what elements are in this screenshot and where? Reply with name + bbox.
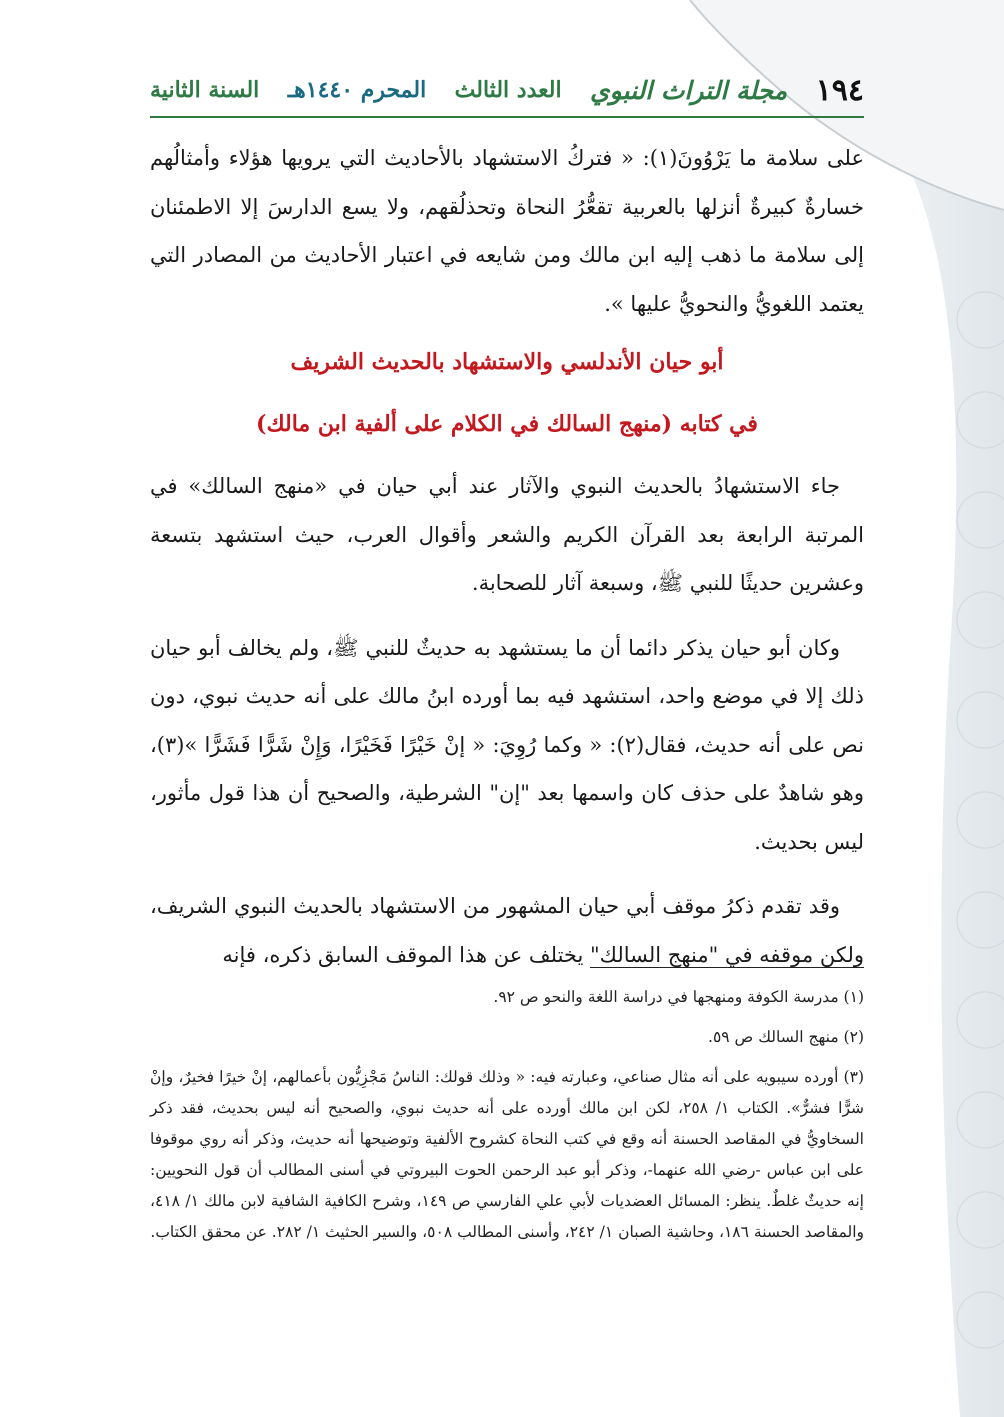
footnote-3: (٣) أورده سيبويه على أنه مثال صناعي، وعبارته فيه: « وذلك قولك: الناسُ مَجْزِيُّون بأعمالهم، إنْ خيرًا فخيرٌ، وإنْ شرًّا فشرٌّ». الكتاب ١/ ٢٥٨، لكن ابن مالك أورده على أنه حديث نبوي، والصحيح أنه ليس بحديث، فقد ذكر السخاويُّ في المقاصد الحسنة أنه وقع في كتب النحاة كشروح الألفية وتوضيحها أنه حديث، وذكر أنه روي موقوفا على ابن عباس -رضي الله عنهما-، وذكر أبو عبد الرحمن الحوت البيروتي في أسنى المطالب أن قول النحويين: إنه حديثٌ غلطٌ. ينظر: المسائل العضديات لأبي علي الفارسي ص ١٤٩، وشرح الكافية الشافية لابن مالك ١/ ٤١٨، والمقاصد الحسنة ١٨٦، وحاشية الصبان ١/ ٢٤٢، وأسنى المطالب ٥٠٨، والسير الحثيث ١/ ٢٨٢. عن محقق الكتاب.	[150, 1068, 864, 1241]
issue-label: العدد الثالث	[454, 77, 562, 103]
paragraph-2: جاء الاستشهادُ بالحديث النبوي والآثار عند أبي حيان في «منهج السالك» في المرتبة الرابعة بعد القرآن الكريم والشعر وأقوال العرب، حيث استشهد بتسعة وعشرين حديثًا للنبي ﷺ، وسبعة آثار للصحابة.	[150, 474, 864, 595]
section-heading: أبو حيان الأندلسي والاستشهاد بالحديث الشريف	[290, 349, 724, 375]
year-label: السنة الثانية	[150, 77, 260, 103]
page-number: ١٩٤	[815, 72, 864, 108]
header-rule	[150, 116, 864, 118]
section-subheading: في كتابه (منهج السالك في الكلام على ألفية ابن مالك)	[256, 411, 758, 437]
body-text	[150, 134, 864, 979]
journal-title: مجلة التراث النبوي	[590, 75, 788, 105]
running-header	[150, 62, 864, 118]
paragraph-4: وقد تقدم ذكرُ موقف أبي حيان المشهور من الاستشهاد بالحديث النبوي الشريف، ولكن موقفه في "منهج السالك" يختلف عن هذا الموقف السابق ذكره، فإنه	[150, 894, 864, 967]
footnote-separator	[590, 967, 864, 968]
paragraph-1: على سلامة ما يَرْوُونَ(١): « فتركُ الاستشهاد بالأحاديث التي يرويها هؤلاء وأمثالُهم خسارةٌ كبيرةٌ أنزلها بالعربية تقعُّرُ النحاة وتحذلُقهم، ولا يسع الدارسَ إلا الاطمئنان إلى سلامة ما ذهب إليه ابن مالك ومن شايعه في اعتبار الأحاديث من المصادر التي يعتمد اللغويُّ والنحويُّ عليها ».	[150, 146, 864, 316]
footnote-2: (٢) منهج السالك ص ٥٩.	[708, 1028, 864, 1046]
paragraph-3: وكان أبو حيان يذكر دائما أن ما يستشهد به حديثٌ للنبي ﷺ، ولم يخالف أبو حيان ذلك إلا في موضع واحد، استشهد فيه بما أورده ابنُ مالك على أنه حديث نبوي، دون نص على أنه حديث، فقال(٢): « وكما رُوِيَ: « إنْ خَيْرًا فَخَيْرًا، وَإِنْ شَرًّا فَشَرًّا »(٣)، وهو شاهدٌ على حذف كان واسمها بعد "إن" الشرطية، والصحيح أن هذا قول مأثور، ليس بحديث.	[150, 635, 864, 854]
issue-date: المحرم ١٤٤٠هـ	[287, 77, 427, 103]
footnote-1: (١) مدرسة الكوفة ومنهجها في دراسة اللغة والنحو ص ٩٢.	[493, 988, 864, 1006]
footnotes	[150, 982, 864, 1257]
